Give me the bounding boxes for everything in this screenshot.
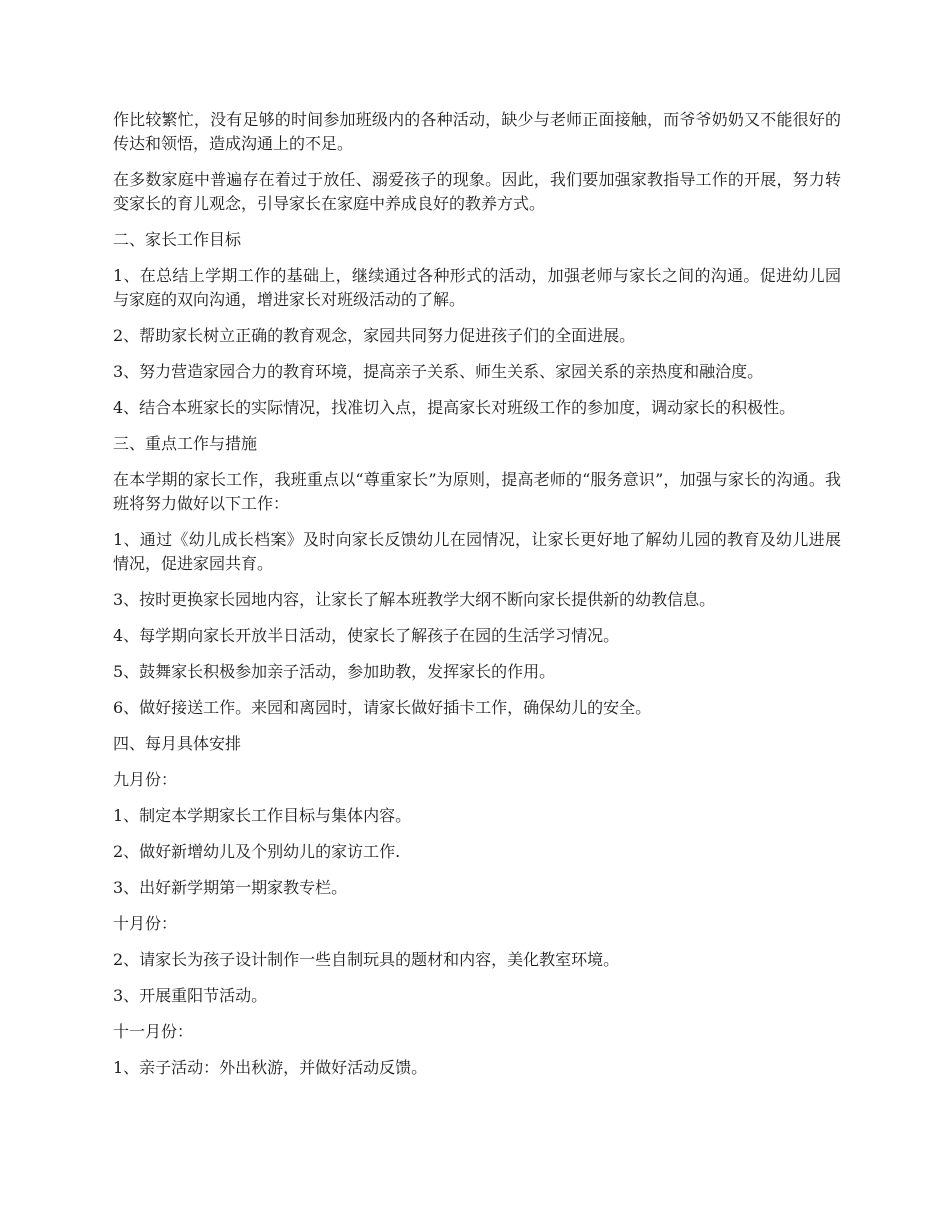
september-item-3: 3、出好新学期第一期家教专栏。 xyxy=(113,878,348,897)
key-work-item-4: 4、每学期向家长开放半日活动，使家长了解孩子在园的生活学习情况。 xyxy=(113,626,620,645)
goal-item-2: 2、帮助家长树立正确的教育观念，家园共同努力促进孩子们的全面进展。 xyxy=(113,326,636,345)
month-heading-october: 十月份： xyxy=(113,914,178,933)
month-heading-november: 十一月份： xyxy=(113,1022,194,1041)
key-work-item-1: 1、通过《幼儿成长档案》及时向家长反馈幼儿在园情况，让家长更好地了解幼儿园的教育及幼儿进展情况，促进家园共育。 xyxy=(113,530,841,573)
paragraph-2: 在多数家庭中普遍存在着过于放任、溺爱孩子的现象。因此，我们要加强家教指导工作的开展，努力转变家长的育儿观念，引导家长在家庭中养成良好的教养方式。 xyxy=(113,170,841,213)
document-page xyxy=(113,108,841,1092)
section-heading-goals: 二、家长工作目标 xyxy=(113,230,242,249)
paragraph-1: 作比较繁忙，没有足够的时间参加班级内的各种活动，缺少与老师正面接触，而爷爷奶奶又不能很好的传达和领悟，造成沟通上的不足。 xyxy=(113,110,841,153)
goal-item-3: 3、努力营造家园合力的教育环境，提高亲子关系、师生关系、家园关系的亲热度和融洽度。 xyxy=(113,362,764,381)
month-heading-september: 九月份： xyxy=(113,770,178,789)
october-item-2: 2、请家长为孩子设计制作一些自制玩具的题材和内容，美化教室环境。 xyxy=(113,950,620,969)
september-item-1: 1、制定本学期家长工作目标与集体内容。 xyxy=(113,806,412,825)
goal-item-1: 1、在总结上学期工作的基础上，继续通过各种形式的活动，加强老师与家长之间的沟通。促进幼儿园与家庭的双向沟通，增进家长对班级活动的了解。 xyxy=(113,266,841,309)
november-item-1: 1、亲子活动：外出秋游，并做好活动反馈。 xyxy=(113,1058,428,1077)
september-item-2: 2、做好新增幼儿及个别幼儿的家访工作. xyxy=(113,842,401,861)
key-work-item-3: 3、按时更换家长园地内容，让家长了解本班教学大纲不断向家长提供新的幼教信息。 xyxy=(113,590,716,609)
key-work-item-5: 5、鼓舞家长积极参加亲子活动，参加助教，发挥家长的作用。 xyxy=(113,662,556,681)
key-work-item-6: 6、做好接送工作。来园和离园时，请家长做好插卡工作，确保幼儿的安全。 xyxy=(113,698,652,717)
key-work-intro: 在本学期的家长工作，我班重点以“尊重家长”为原则，提高老师的“服务意识”，加强与家长的沟通。我班将努力做好以下工作： xyxy=(113,470,841,513)
section-heading-key-work: 三、重点工作与措施 xyxy=(113,434,258,453)
october-item-3: 3、开展重阳节活动。 xyxy=(113,986,268,1005)
section-heading-monthly: 四、每月具体安排 xyxy=(113,734,242,753)
goal-item-4: 4、结合本班家长的实际情况，找准切入点，提高家长对班级工作的参加度，调动家长的积极性。 xyxy=(113,398,796,417)
